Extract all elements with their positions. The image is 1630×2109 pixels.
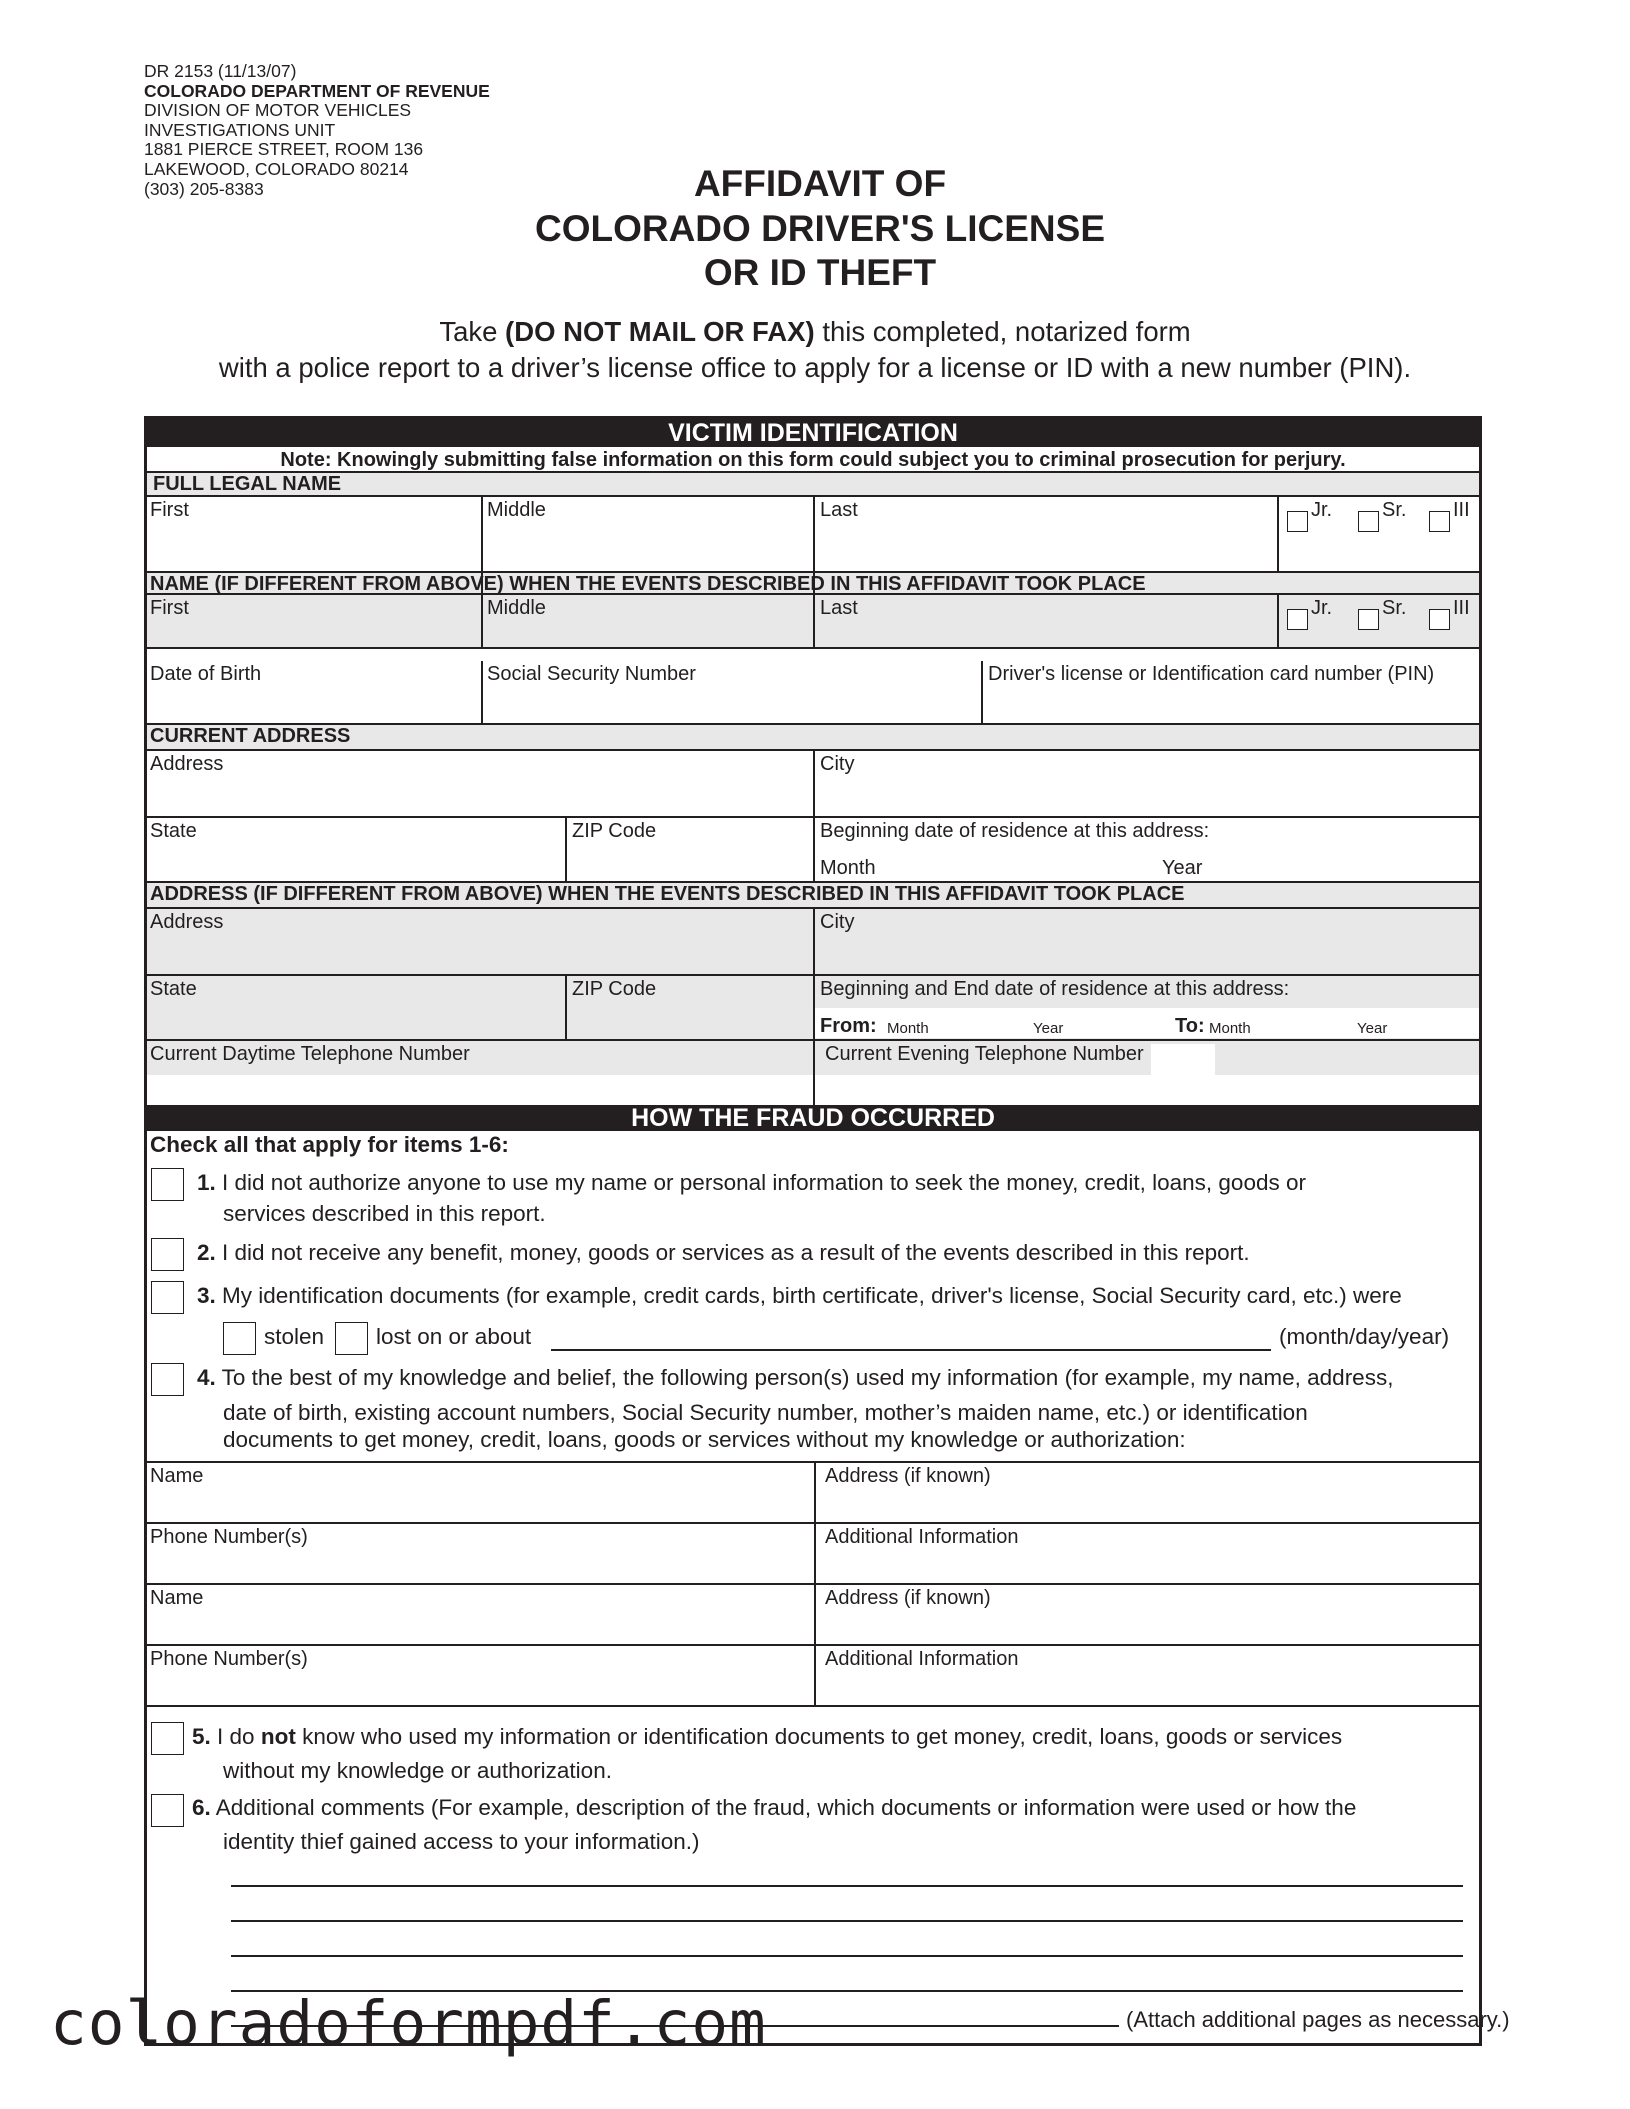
item-3-checkbox[interactable]	[151, 1281, 184, 1314]
beginning-date-label: Beginning date of residence at this address:	[820, 820, 1210, 842]
suspect-2-phone-field[interactable]	[147, 1672, 814, 1705]
ssn-field[interactable]	[483, 687, 981, 723]
grid-line	[813, 495, 815, 647]
suffix-iii-checkbox[interactable]	[1429, 511, 1450, 532]
lost-date-line[interactable]	[551, 1349, 1271, 1351]
item-2	[197, 1237, 1477, 1268]
middle-name-label: Middle	[487, 499, 546, 521]
prior-first-label: First	[150, 597, 189, 619]
item-4-text-a: To the best of my knowledge and belief, the following person(s) used my information (for example, my name, address,	[221, 1365, 1394, 1390]
grid-line	[147, 1522, 1479, 1524]
date-format-label: (month/day/year)	[1279, 1324, 1450, 1349]
title-line-1: AFFIDAVIT OF	[693, 163, 947, 204]
suspect-1-info-field[interactable]	[816, 1550, 1479, 1583]
item-5-text-b: without my knowledge or authorization.	[223, 1758, 612, 1783]
item-5-checkbox[interactable]	[151, 1722, 184, 1755]
first-name-field[interactable]	[147, 499, 481, 569]
day-phone-field[interactable]	[147, 1065, 813, 1105]
from-year-label: Year	[1033, 1020, 1064, 1037]
full-name-header-bg	[147, 471, 1479, 495]
instr-emphasis: (DO NOT MAIL OR FAX)	[505, 316, 815, 347]
item-4-checkbox[interactable]	[151, 1363, 184, 1396]
lost-on-label: lost on or about	[376, 1324, 532, 1349]
grid-line	[147, 1644, 1479, 1646]
suspect-2-info-label: Additional Information	[825, 1648, 1019, 1670]
comment-line-2[interactable]	[231, 1920, 1463, 1922]
day-phone-label: Current Daytime Telephone Number	[150, 1043, 470, 1065]
prior-zip-label: ZIP Code	[572, 978, 657, 1000]
item-1	[197, 1167, 1477, 1229]
suspect-1-name-field[interactable]	[147, 1489, 814, 1522]
item-4	[197, 1362, 1487, 1455]
prior-address-label: ADDRESS (IF DIFFERENT FROM ABOVE) WHEN THE EVENTS DESCRIBED IN THIS AFFIDAVIT TOOK PLACE	[150, 883, 1185, 905]
item-4-text-b: date of birth, existing account numbers, Social Security number, mother’s maiden name, etc.) or identification	[223, 1400, 1308, 1425]
grid-line	[147, 1461, 1479, 1463]
grid-line	[1277, 495, 1279, 571]
item-1-checkbox[interactable]	[151, 1168, 184, 1201]
first-name-label: First	[150, 499, 189, 521]
to-year-label: Year	[1357, 1020, 1388, 1037]
item-3-text: My identification documents (for example, credit cards, birth certificate, driver's license, Social Security card, etc.) were	[222, 1283, 1402, 1308]
item-3	[197, 1280, 1487, 1311]
prior-state-label: State	[150, 978, 197, 1000]
grid-line	[481, 495, 483, 647]
perjury-note: Note: Knowingly submitting false information on this form could subject you to criminal prosecution for perjury.	[280, 449, 1346, 471]
item-6-text-a: Additional comments (For example, description of the fraud, which documents or information were used or how the	[215, 1795, 1357, 1820]
city-label: City	[820, 753, 855, 775]
suspect-2-address-field[interactable]	[816, 1611, 1479, 1644]
affidavit-form	[144, 416, 1510, 2046]
check-all-label: Check all that apply for items 1-6:	[150, 1132, 509, 1157]
prior-suffix-jr-checkbox[interactable]	[1287, 609, 1308, 630]
to-month-label: Month	[1209, 1020, 1251, 1037]
address-field[interactable]	[147, 775, 813, 816]
item-6-number: 6.	[192, 1795, 211, 1820]
item-4-number: 4.	[197, 1365, 216, 1390]
form-header	[144, 62, 490, 199]
prior-middle-label: Middle	[487, 597, 546, 619]
suspect-1-phone-field[interactable]	[147, 1550, 814, 1583]
month-label: Month	[820, 857, 876, 879]
attach-pages-note: (Attach additional pages as necessary.)	[1126, 2007, 1510, 2032]
item-5-number: 5.	[192, 1724, 211, 1749]
suspect-1-address-label: Address (if known)	[825, 1465, 991, 1487]
title-line-3: OR ID THEFT	[703, 252, 937, 293]
item-4-text-c: documents to get money, credit, loans, goods or services without my knowledge or authorization:	[223, 1427, 1186, 1452]
grid-line	[565, 974, 567, 1039]
prior-suffix-iii-checkbox[interactable]	[1429, 609, 1450, 630]
city-field[interactable]	[815, 775, 1479, 816]
suspect-2-name-field[interactable]	[147, 1611, 814, 1644]
item-1-text-a: I did not authorize anyone to use my name or personal information to seek the money, credit, loans, goods or	[222, 1170, 1306, 1195]
suspect-2-info-field[interactable]	[816, 1672, 1479, 1705]
to-label: To:	[1175, 1015, 1205, 1037]
title-line-2: COLORADO DRIVER'S LICENSE	[534, 207, 1105, 249]
suspect-2-phone-label: Phone Number(s)	[150, 1648, 308, 1670]
suffix-sr-checkbox[interactable]	[1358, 511, 1379, 532]
dl-number-field[interactable]	[983, 687, 1479, 723]
grid-line	[147, 1705, 1479, 1707]
suspect-1-phone-label: Phone Number(s)	[150, 1526, 308, 1548]
prior-suffix-iii-label: III	[1453, 597, 1470, 619]
item-6	[192, 1792, 1477, 1857]
prior-last-label: Last	[820, 597, 858, 619]
grid-line	[147, 1583, 1479, 1585]
item-6-text-b: identity thief gained access to your information.)	[223, 1829, 700, 1854]
division-name: DIVISION OF MOTOR VEHICLES	[144, 100, 412, 121]
comment-line-1[interactable]	[231, 1885, 1463, 1887]
state-field[interactable]	[147, 843, 565, 881]
fraud-section-bar: HOW THE FRAUD OCCURRED	[147, 1105, 1479, 1131]
suspect-2-name-label: Name	[150, 1587, 204, 1609]
evening-phone-label: Current Evening Telephone Number	[825, 1043, 1144, 1065]
suffix-sr-label: Sr.	[1382, 499, 1407, 521]
last-name-field[interactable]	[815, 519, 1277, 569]
grid-line	[1277, 593, 1279, 647]
instr-line2: with a police report to a driver’s license office to apply for a license or ID with a new number (PIN).	[218, 352, 1412, 383]
stolen-checkbox[interactable]	[223, 1322, 256, 1355]
watermark: coloradoformpdf.com	[50, 1988, 767, 2059]
instr-line1-rest: this completed, notarized form	[822, 316, 1191, 347]
prior-city-label: City	[820, 911, 855, 933]
comment-line-3[interactable]	[231, 1955, 1463, 1957]
zip-label: ZIP Code	[572, 820, 657, 842]
zip-field[interactable]	[567, 843, 813, 881]
suspect-1-name-label: Name	[150, 1465, 204, 1487]
prior-name-label: NAME (IF DIFFERENT FROM ABOVE) WHEN THE EVENTS DESCRIBED IN THIS AFFIDAVIT TOOK PLACE	[150, 573, 1146, 595]
instructions	[140, 314, 1490, 386]
street-address: 1881 PIERCE STREET, ROOM 136	[144, 139, 424, 160]
state-label: State	[150, 820, 197, 842]
address-label: Address	[150, 753, 224, 775]
suspect-1-info-label: Additional Information	[825, 1526, 1019, 1548]
item-5-text-a: know who used my information or identification documents to get money, credit, loans, goods or services	[302, 1724, 1343, 1749]
city-state: LAKEWOOD, COLORADO 80214	[144, 158, 409, 179]
item-2-checkbox[interactable]	[151, 1238, 184, 1271]
page-title	[520, 162, 1120, 296]
full-legal-name-label: FULL LEGAL NAME	[153, 473, 342, 495]
item-6-checkbox[interactable]	[151, 1794, 184, 1827]
current-address-label: CURRENT ADDRESS	[150, 725, 351, 747]
suspect-2-address-label: Address (if known)	[825, 1587, 991, 1609]
prior-suffix-jr-label: Jr.	[1311, 597, 1333, 619]
last-name-label: Last	[820, 499, 858, 521]
dob-field[interactable]	[147, 687, 481, 723]
ssn-label: Social Security Number	[487, 663, 696, 685]
item-2-text: I did not receive any benefit, money, goods or services as a result of the events described in this report.	[222, 1240, 1250, 1265]
item-2-number: 2.	[197, 1240, 216, 1265]
prior-address-field-label: Address	[150, 911, 224, 933]
item-5-pre: I do	[217, 1724, 255, 1749]
item-1-number: 1.	[197, 1170, 216, 1195]
department-name: COLORADO DEPARTMENT OF REVENUE	[144, 80, 490, 101]
lost-checkbox[interactable]	[335, 1322, 368, 1355]
suffix-iii-label: III	[1453, 499, 1470, 521]
prior-suffix-sr-checkbox[interactable]	[1358, 609, 1379, 630]
prior-suffix-sr-label: Sr.	[1382, 597, 1407, 619]
stolen-label: stolen	[264, 1324, 325, 1349]
begin-end-date-label: Beginning and End date of residence at this address:	[820, 978, 1290, 1000]
dob-label: Date of Birth	[150, 663, 262, 685]
instr-take: Take	[439, 316, 498, 347]
item-1-text-b: services described in this report.	[223, 1201, 546, 1226]
middle-name-field[interactable]	[483, 519, 813, 569]
form-code: DR 2153 (11/13/07)	[144, 61, 297, 81]
suffix-jr-label: Jr.	[1311, 499, 1333, 521]
year-label: Year	[1162, 857, 1203, 879]
from-month-label: Month	[887, 1020, 929, 1037]
item-5	[192, 1721, 1477, 1786]
victim-section-bar: VICTIM IDENTIFICATION	[147, 419, 1479, 447]
evening-phone-field[interactable]	[815, 1065, 1479, 1105]
office-phone: (303) 205-8383	[144, 178, 264, 199]
grid-line	[147, 471, 1479, 473]
unit-name: INVESTIGATIONS UNIT	[144, 119, 336, 140]
suspect-1-address-field[interactable]	[816, 1489, 1479, 1522]
item-5-not: not	[260, 1724, 296, 1749]
suffix-jr-checkbox[interactable]	[1287, 511, 1308, 532]
from-label: From:	[820, 1015, 877, 1037]
dl-number-label: Driver's license or Identification card number (PIN)	[988, 663, 1435, 685]
item-3-number: 3.	[197, 1283, 216, 1308]
